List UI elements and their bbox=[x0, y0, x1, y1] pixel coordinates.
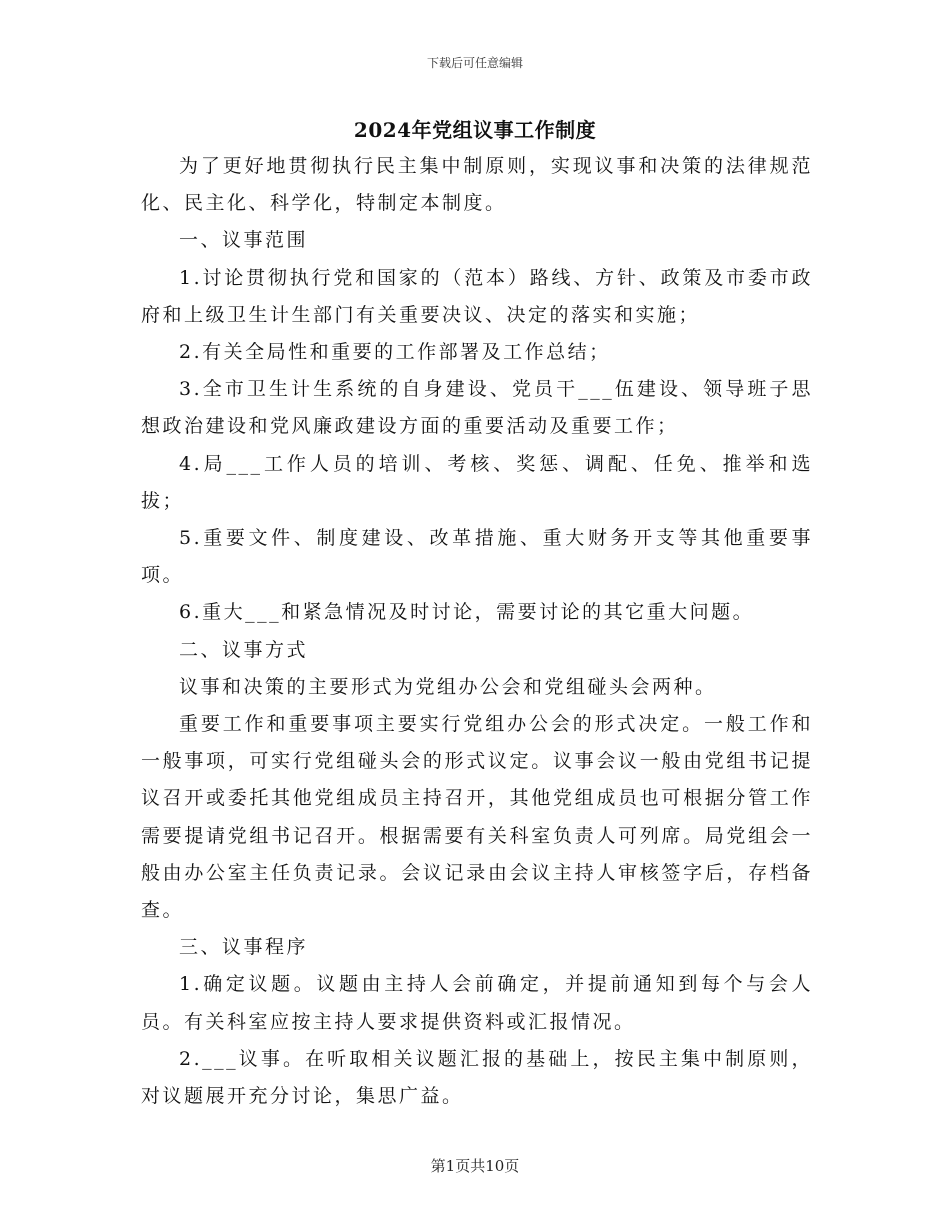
procedure-item-1: 1.确定议题。议题由主持人会前确定，并提前通知到每个与会人员。有关科室应按主持人要求提供资料或汇报情况。 bbox=[141, 973, 813, 1033]
scope-item-6: 6.重大___和紧急情况及时讨论，需要讨论的其它重大问题。 bbox=[179, 601, 755, 624]
header-note: 下载后可任意编辑 bbox=[426, 56, 523, 70]
page-footer: 第1页共10页 bbox=[430, 1157, 520, 1175]
document-body bbox=[141, 148, 813, 1115]
section-heading-procedure: 三、议事程序 bbox=[179, 936, 309, 959]
method-paragraph-2: 重要工作和重要事项主要实行党组办公会的形式决定。一般工作和一般事项，可实行党组碰头会的形式议定。议事会议一般由党组书记提议召开或委托其他党组成员主持召开，其他党组成员也可根据分管工作需要提请党组书记召开。根据需要有关科室负责人可列席。局党组会一般由办公室主任负责记录。会议记录由会议主持人审核签字后，存档备查。 bbox=[141, 713, 813, 922]
document-title: 2024年党组议事工作制度 bbox=[353, 118, 597, 142]
scope-item-5: 5.重要文件、制度建设、改革措施、重大财务开支等其他重要事项。 bbox=[141, 527, 813, 587]
procedure-item-2: 2.___议事。在听取相关议题汇报的基础上，按民主集中制原则，对议题展开充分讨论，集思广益。 bbox=[141, 1047, 813, 1108]
scope-item-4: 4.局___工作人员的培训、考核、奖惩、调配、任免、推举和选拔； bbox=[141, 452, 813, 512]
paragraph-intro: 为了更好地贯彻执行民主集中制原则，实现议事和决策的法律规范化、民主化、科学化，特制定本制度。 bbox=[141, 155, 813, 215]
scope-item-1: 1.讨论贯彻执行党和国家的（范本）路线、方针、政策及市委市政府和上级卫生计生部门有关重要决议、决定的落实和实施； bbox=[141, 266, 813, 326]
section-heading-method: 二、议事方式 bbox=[179, 638, 309, 661]
scope-item-3: 3.全市卫生计生系统的自身建设、党员干___伍建设、领导班子思想政治建设和党风廉政建设方面的重要活动及重要工作； bbox=[141, 378, 813, 438]
section-heading-scope: 一、议事范围 bbox=[179, 229, 309, 252]
method-paragraph-1: 议事和决策的主要形式为党组办公会和党组碰头会两种。 bbox=[179, 675, 717, 698]
scope-item-2: 2.有关全局性和重要的工作部署及工作总结； bbox=[179, 341, 611, 364]
